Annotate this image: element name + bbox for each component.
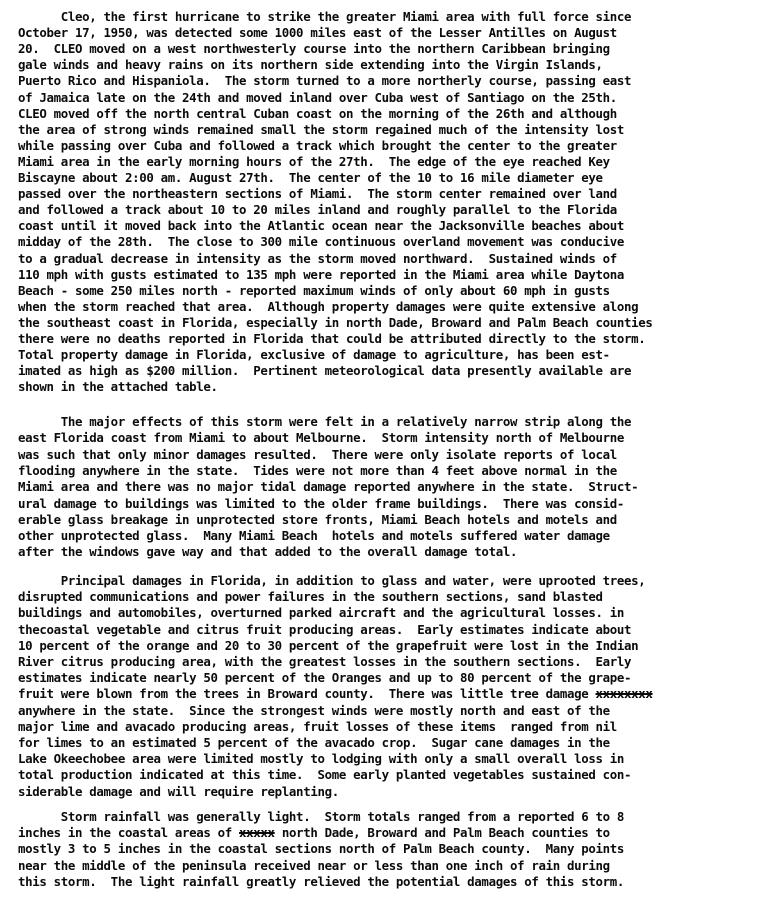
text-line: the area of strong winds remained small the storm regained much of the intensity lost: [18, 121, 625, 137]
text-line: gale winds and heavy rains on its northern side extending into the Virgin Islands,: [18, 57, 603, 73]
text-line: Puerto Rico and Hispaniola. The storm turned to a more northerly course, passing east: [18, 73, 632, 89]
text-line: 10 percent of the orange and 20 to 30 percent of the grapefruit were lost in the Indian: [18, 637, 639, 653]
struck-text: xxxxxxxx: [595, 686, 653, 702]
text-line: shown in the attached table.: [18, 379, 218, 395]
text-line: Storm rainfall was generally light. Storm totals ranged from a reported 6 to 8: [18, 809, 625, 824]
text-line: Beach - some 250 miles north - reported maximum winds of only about 60 mph in gusts: [18, 282, 610, 298]
text-line: Biscayne about 2:00 am. August 27th. The center of the 10 to 16 mile diameter eye: [18, 170, 603, 185]
text-line: other unprotected glass. Many Miami Beach hotels and motels suffered water damage: [18, 528, 610, 544]
text-line: siderable damage and will require replanting.: [18, 783, 339, 799]
text-line: buildings and automobiles, overturned parked aircraft and the agricultural losses. in: [18, 605, 625, 621]
text-line: major lime and avacado producing areas, fruit losses of these items ranged from nil: [18, 718, 617, 734]
text-line: ural damage to buildings was limited to the older frame buildings. There was consid-: [18, 495, 625, 511]
text-line: estimates indicate nearly 50 percent of the Oranges and up to 80 percent of the grape-: [18, 670, 632, 686]
text-line: after the windows gave way and that added to the overall damage total.: [18, 544, 518, 560]
text-line: and followed a track about 10 to 20 miles inland and roughly parallel to the Florida: [18, 202, 617, 218]
text-line: Miami area and there was no major tidal damage reported anywhere in the state. Struct-: [18, 479, 639, 495]
text-line: was such that only minor damages resulted. There were only isolate reports of local: [18, 446, 617, 462]
text-line: The major effects of this storm were felt in a relatively narrow strip along the: [18, 414, 632, 429]
text-line: midday of the 28th. The close to 300 mile continuous overland movement was conducive: [18, 234, 625, 250]
text-line: Cleo, the first hurricane to strike the greater Miami area with full force since: [18, 9, 632, 24]
text-line: when the storm reached that area. Although property damages were quite extensive along: [18, 298, 639, 314]
text-line: disrupted communications and power failures in the southern sections, sand blasted: [18, 589, 603, 605]
text-line: while passing over Cuba and followed a track which brought the center to the greater: [18, 137, 617, 153]
text-line: Lake Okeechobee area were limited mostly to lodging with only a small overall loss in: [18, 751, 625, 767]
text-line: mostly 3 to 5 inches in the coastal sections north of Palm Beach county. Many points: [18, 841, 625, 857]
text-line: this storm. The light rainfall greatly relieved the potential damages of this storm.: [18, 873, 625, 889]
text-line: coast until it moved back into the Atlantic ocean near the Jacksonville beaches about: [18, 218, 625, 234]
text-line: erable glass breakage in unprotected store fronts, Miami Beach hotels and motels and: [18, 511, 617, 527]
text-line: fruit were blown from the trees in Broward county. There was little tree damage xxxxxxxx: [18, 686, 653, 702]
text-line: thecoastal vegetable and citrus fruit producing areas. Early estimates indicate about: [18, 621, 632, 637]
text-line: 20. CLEO moved on a west northwesterly course into the northern Caribbean bringing: [18, 41, 610, 57]
text-line: near the middle of the peninsula received near or less than one inch of rain during: [18, 857, 610, 873]
text-line: flooding anywhere in the state. Tides were not more than 4 feet above normal in the: [18, 462, 617, 478]
text-line: October 17, 1950, was detected some 1000 miles east of the Lesser Antilles on August: [18, 25, 617, 41]
text-line: CLEO moved off the north central Cuban coast on the morning of the 26th and although: [18, 105, 617, 121]
text-line: anywhere in the state. Since the strongest winds were mostly north and east of the: [18, 702, 610, 718]
text-line: imated as high as $200 million. Pertinent meteorological data presently available are: [18, 363, 632, 379]
text-line: the southeast coast in Florida, especially in north Dade, Broward and Palm Beach counties: [18, 314, 653, 330]
text-line: Miami area in the early morning hours of the 27th. The edge of the eye reached Key: [18, 153, 610, 169]
text-line: of Jamaica late on the 24th and moved inland over Cuba west of Santiago on the 25th.: [18, 89, 617, 105]
text-line: 110 mph with gusts estimated to 135 mph were reported in the Miami area while Daytona: [18, 266, 625, 282]
struck-text: xxxxx: [239, 825, 275, 841]
text-line: River citrus producing area, with the greatest losses in the southern sections. Early: [18, 654, 632, 669]
text-line: to a gradual decrease in intensity as the storm moved northward. Sustained winds of: [18, 250, 617, 266]
text-line: east Florida coast from Miami to about Melbourne. Storm intensity north of Melbourne: [18, 430, 625, 446]
text-line: passed over the northeastern sections of Miami. The storm center remained over land: [18, 186, 617, 202]
text-line: Total property damage in Florida, exclusive of damage to agriculture, has been est-: [18, 347, 610, 363]
text-line: Principal damages in Florida, in addition to glass and water, were uprooted trees,: [18, 573, 646, 588]
text-line: total production indicated at this time. Some early planted vegetables sustained con-: [18, 767, 632, 783]
text-line: inches in the coastal areas of xxxxx north Dade, Broward and Palm Beach counties to: [18, 825, 610, 841]
text-line-rest: north Dade, Broward and Palm Beach counties to: [274, 825, 610, 841]
text-line: there were no deaths reported in Florida that could be attributed directly to the storm.: [18, 331, 646, 346]
text-line: for limes to an estimated 5 percent of the avacado crop. Sugar cane damages in the: [18, 735, 610, 750]
